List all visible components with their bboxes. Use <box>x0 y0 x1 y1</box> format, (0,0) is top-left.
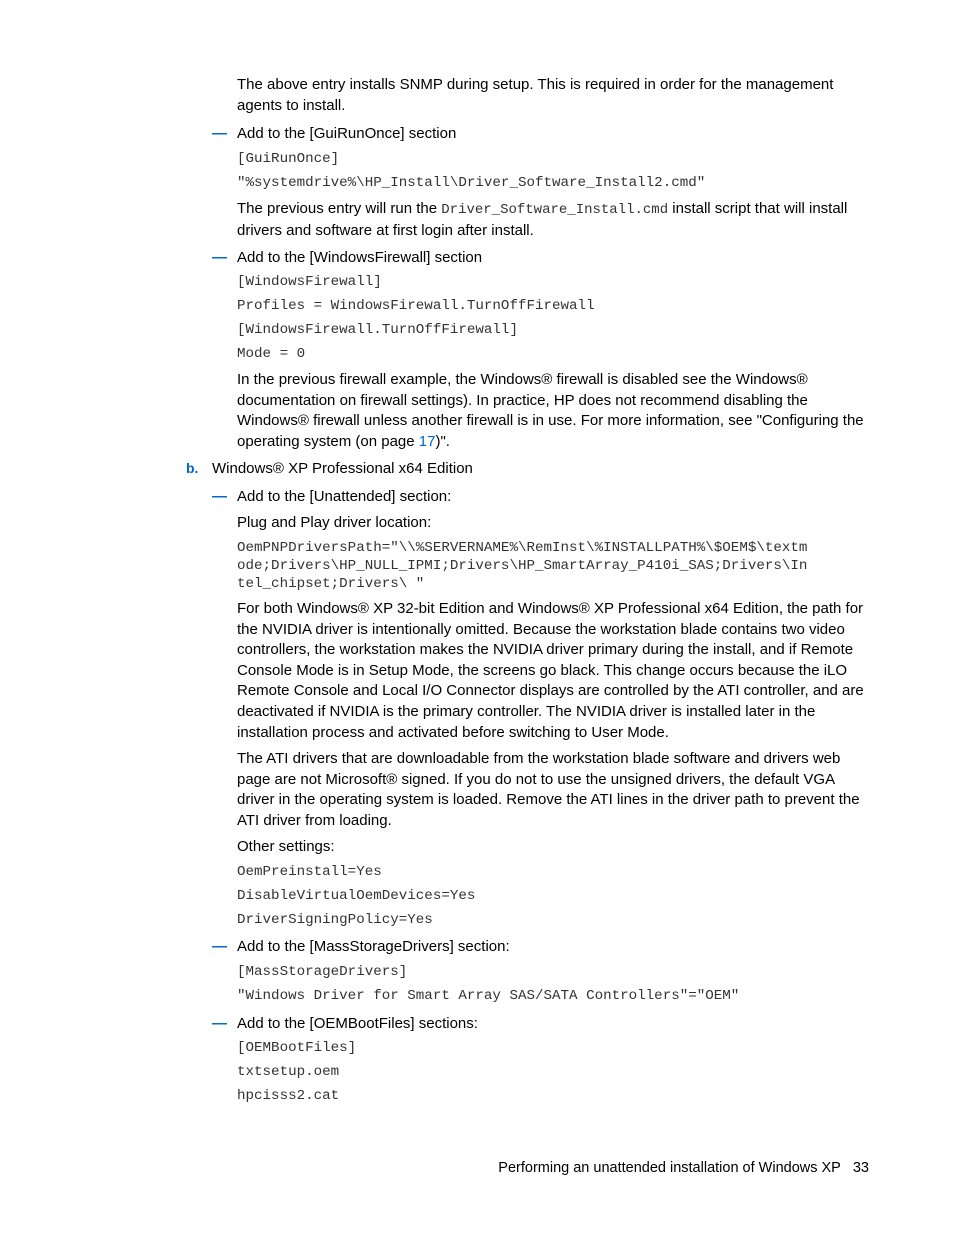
footer-title: Performing an unattended installation of Windows XP <box>498 1160 841 1176</box>
paragraph-other-settings: Other settings: <box>237 838 335 855</box>
code-line: Mode = 0 <box>237 346 306 362</box>
text-span: In the previous firewall example, the Windows® firewall is disabled see the Windows® documentation on firewall settings). In practice, HP does not recommend disabling the Windows® firewall unless another firewall is in use. For more information, see "Configuring the operating system (on page <box>237 371 864 450</box>
code-line: [WindowsFirewall] <box>237 274 382 290</box>
bullet-text: Add to the [WindowsFirewall] section <box>237 249 483 266</box>
bullet-oembootfiles <box>212 1014 478 1034</box>
text-span: )". <box>435 432 450 450</box>
page-footer <box>498 1158 869 1178</box>
page-number: 33 <box>852 1160 869 1176</box>
paragraph-snmp: The above entry installs SNMP during setup. This is required in order for the management agents to install. <box>237 76 834 114</box>
paragraph-plug-and-play: Plug and Play driver location: <box>237 514 432 531</box>
sub-item-text: Windows® XP Professional x64 Edition <box>212 460 473 477</box>
bullet-text: Add to the [Unattended] section: <box>237 488 452 505</box>
text-span: install script that will install drivers and software at first login after install. <box>237 200 848 239</box>
sub-item-letter: b. <box>186 460 199 476</box>
dash-bullet-icon: — <box>212 488 227 505</box>
inline-code: Driver_Software_Install.cmd <box>441 202 669 218</box>
code-line: OemPreinstall=Yes <box>237 864 382 880</box>
bullet-guirunonce <box>212 124 456 144</box>
code-line: "%systemdrive%\HP_Install\Driver_Software_Install2.cmd" <box>237 175 706 191</box>
bullet-text: Add to the [GuiRunOnce] section <box>237 125 457 142</box>
code-line: [OEMBootFiles] <box>237 1040 357 1056</box>
sub-item-xp-x64 <box>186 458 473 479</box>
dash-bullet-icon: — <box>212 125 227 142</box>
code-line: [GuiRunOnce] <box>237 151 340 167</box>
bullet-windowsfirewall <box>212 248 482 268</box>
page-link[interactable]: 17 <box>418 432 436 450</box>
code-line: Profiles = WindowsFirewall.TurnOffFirewall <box>237 298 595 314</box>
bullet-massstoragedrivers <box>212 937 510 957</box>
paragraph-nvidia: For both Windows® XP 32-bit Edition and Windows® XP Professional x64 Edition, the path for the NVIDIA driver is intentionally omitted. Because the workstation blade contains two video controllers, the workstation makes the NVIDIA driver primary during the install, and if Remote Console Mode is in Setup Mode, the screens go black. This change occurs because the iLO Remote Console and Local I/O Connector displays are controlled by the ATI controller, and are deactivated if NVIDIA is the primary controller. The NVIDIA driver is installed later in the installation process and activated before switching to User Mode. <box>237 600 864 741</box>
dash-bullet-icon: — <box>212 1015 227 1032</box>
code-line: DisableVirtualOemDevices=Yes <box>237 888 476 904</box>
paragraph-previous-entry <box>237 199 873 241</box>
code-line: txtsetup.oem <box>237 1064 340 1080</box>
code-line: [MassStorageDrivers] <box>237 964 408 980</box>
paragraph-ati: The ATI drivers that are downloadable from the workstation blade software and drivers web page are not Microsoft® signed. If you do not to use the unsigned drivers, the default VGA driver in the operating system is loaded. Remove the ATI lines in the driver path to prevent the ATI driver from loading. <box>237 750 860 829</box>
code-block-driver-path: OemPNPDriversPath="\\%SERVERNAME%\RemInst\%INSTALLPATH%\$OEM$\textm ode;Drivers\HP_NULL_IPMI;Drivers\HP_SmartArray_P410i_SAS;Drivers\In tel_chipset;Drivers\ " <box>237 540 808 592</box>
dash-bullet-icon: — <box>212 249 227 266</box>
bullet-text: Add to the [OEMBootFiles] sections: <box>237 1015 478 1032</box>
code-line: [WindowsFirewall.TurnOffFirewall] <box>237 322 518 338</box>
bullet-text: Add to the [MassStorageDrivers] section: <box>237 938 510 955</box>
text-span: The previous entry will run the <box>237 200 442 217</box>
code-line: hpcisss2.cat <box>237 1088 340 1104</box>
dash-bullet-icon: — <box>212 938 227 955</box>
code-line: DriverSigningPolicy=Yes <box>237 912 433 928</box>
code-line: "Windows Driver for Smart Array SAS/SATA Controllers"="OEM" <box>237 988 740 1004</box>
paragraph-firewall-example <box>237 370 873 452</box>
bullet-unattended <box>212 487 451 507</box>
